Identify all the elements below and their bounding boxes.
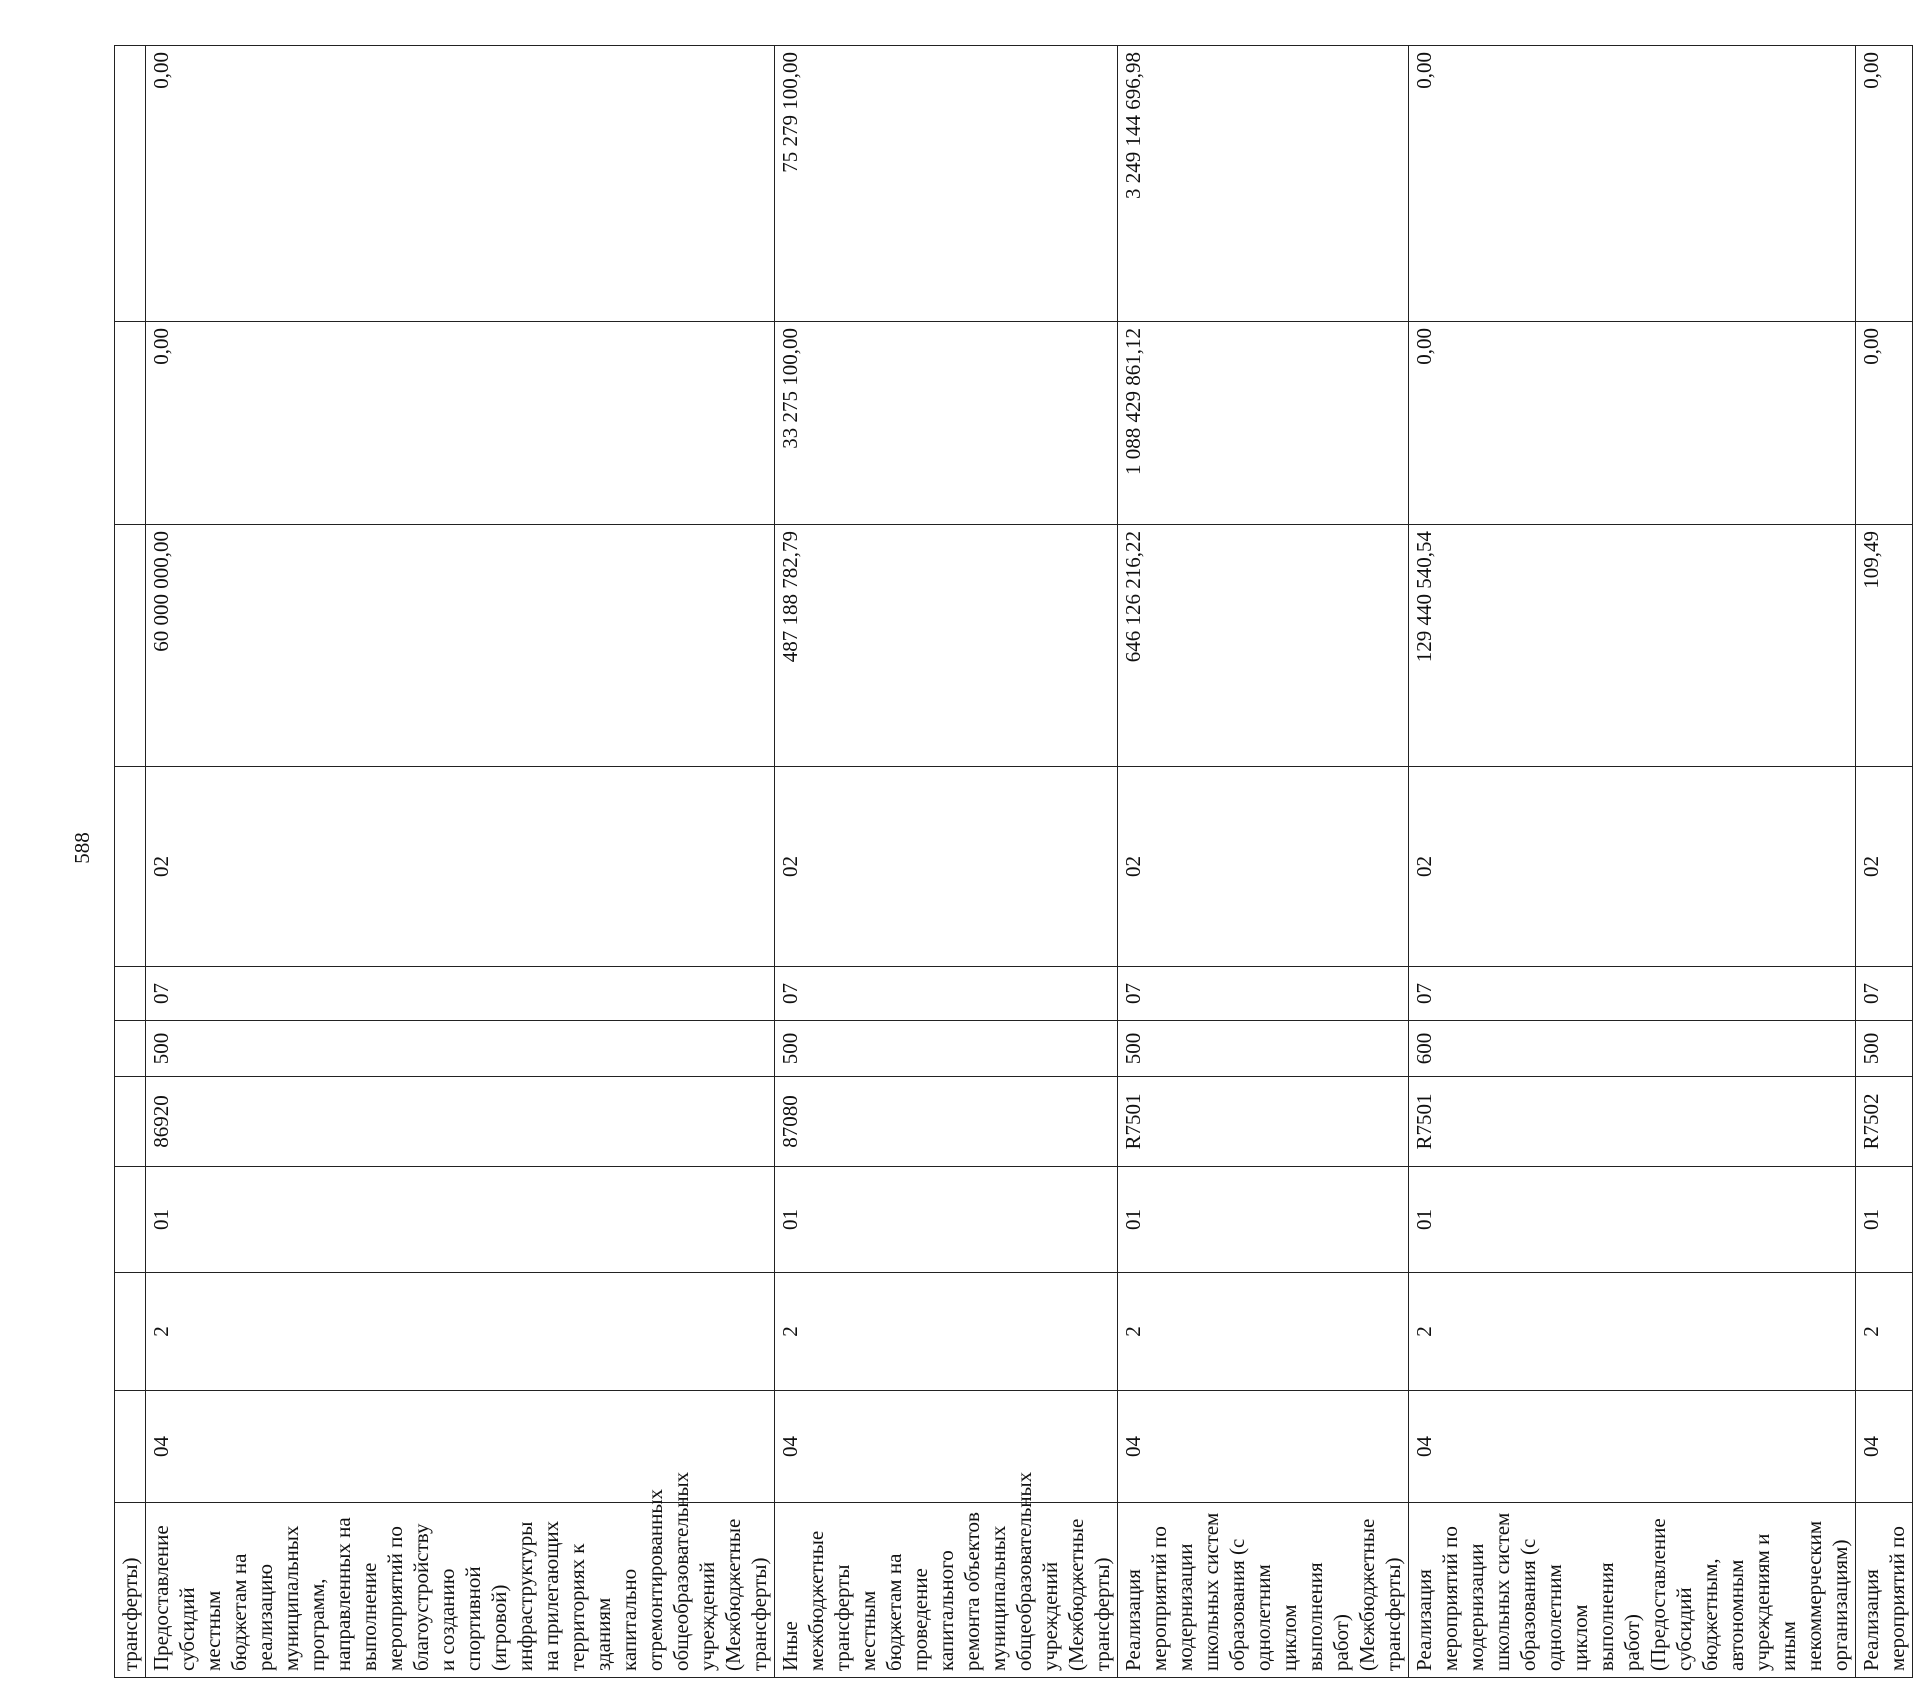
amount-cell: 3 249 144 696,98	[1118, 46, 1409, 322]
code-cell: 01	[1856, 1167, 1913, 1273]
code-cell: 01	[775, 1167, 1118, 1273]
table-cell	[115, 767, 146, 967]
table-row	[1118, 46, 1409, 1678]
code-cell: 07	[1409, 967, 1856, 1021]
amount-cell: 109,49	[1856, 525, 1913, 767]
table-row	[115, 46, 146, 1678]
table-cell	[115, 46, 146, 322]
row-description: Иные межбюджетные трансферты местным бюджетам на проведение капитального ремонта объектов муниципальных общеобразовательных учреждений (Межбюджетные трансферты)	[775, 1503, 1118, 1678]
code-cell: R7501	[1409, 1077, 1856, 1167]
code-cell: R7501	[1118, 1077, 1409, 1167]
code-cell: 500	[1118, 1021, 1409, 1077]
code-cell: 500	[146, 1021, 775, 1077]
budget-table	[114, 45, 1913, 1678]
code-cell: 07	[1856, 967, 1913, 1021]
amount-cell: 60 000 000,00	[146, 525, 775, 767]
table-row	[1409, 46, 1856, 1678]
amount-cell: 0,00	[1409, 46, 1856, 322]
amount-cell: 0,00	[146, 322, 775, 525]
code-cell: 02	[146, 767, 775, 967]
amount-cell: 33 275 100,00	[775, 322, 1118, 525]
table-row	[146, 46, 775, 1678]
table-cell	[115, 967, 146, 1021]
rotated-table-sheet	[114, 46, 1909, 1678]
code-cell: 04	[146, 1391, 775, 1503]
code-cell: 500	[1856, 1021, 1913, 1077]
code-cell: 02	[1409, 767, 1856, 967]
amount-cell: 0,00	[146, 46, 775, 322]
code-cell: 04	[1118, 1391, 1409, 1503]
amount-cell: 0,00	[1856, 46, 1913, 322]
code-cell: 2	[146, 1273, 775, 1391]
code-cell: 04	[775, 1391, 1118, 1503]
row-description: трансферты)	[115, 1503, 146, 1678]
amount-cell: 75 279 100,00	[775, 46, 1118, 322]
code-cell: 02	[775, 767, 1118, 967]
amount-cell: 487 188 782,79	[775, 525, 1118, 767]
row-description: Реализация мероприятий по	[1856, 1503, 1913, 1678]
code-cell: 2	[1118, 1273, 1409, 1391]
code-cell: 2	[1409, 1273, 1856, 1391]
amount-cell: 0,00	[1856, 322, 1913, 525]
code-cell: 2	[775, 1273, 1118, 1391]
code-cell: 04	[1409, 1391, 1856, 1503]
amount-cell: 1 088 429 861,12	[1118, 322, 1409, 525]
code-cell: 02	[1118, 767, 1409, 967]
code-cell: 87080	[775, 1077, 1118, 1167]
page-number: 588	[70, 832, 94, 864]
table-row	[1856, 46, 1913, 1678]
code-cell: 600	[1409, 1021, 1856, 1077]
code-cell: 01	[146, 1167, 775, 1273]
code-cell: 07	[1118, 967, 1409, 1021]
table-cell	[115, 322, 146, 525]
table-cell	[115, 1391, 146, 1503]
amount-cell: 646 126 216,22	[1118, 525, 1409, 767]
table-cell	[115, 525, 146, 767]
row-description: Реализация мероприятий по модернизации школьных систем образования (с однолетним циклом выполнения работ) (Межбюджетные трансферты)	[1118, 1503, 1409, 1678]
table-cell	[115, 1167, 146, 1273]
code-cell: 500	[775, 1021, 1118, 1077]
table-cell	[115, 1021, 146, 1077]
code-cell: R7502	[1856, 1077, 1913, 1167]
code-cell: 2	[1856, 1273, 1913, 1391]
code-cell: 02	[1856, 767, 1913, 967]
code-cell: 01	[1409, 1167, 1856, 1273]
code-cell: 01	[1118, 1167, 1409, 1273]
table-cell	[115, 1273, 146, 1391]
row-description: Предоставление субсидий местным бюджетам на реализацию муниципальных программ, направленных на выполнение мероприятий по благоустройству и созданию спортивной (игровой) инфраструктуры на прилегающих территориях к зданиям капитально отремонтированных общеобразовательных учреждений (Межбюджетные трансферты)	[146, 1503, 775, 1678]
amount-cell: 0,00	[1409, 322, 1856, 525]
table-cell	[115, 1077, 146, 1167]
row-description: Реализация мероприятий по модернизации школьных систем образования (с однолетним циклом выполнения работ) (Предоставление субсидий бюджетным, автономным учреждениям и иным некоммерческим организациям)	[1409, 1503, 1856, 1678]
table-row	[775, 46, 1118, 1678]
code-cell: 07	[775, 967, 1118, 1021]
code-cell: 86920	[146, 1077, 775, 1167]
code-cell: 04	[1856, 1391, 1913, 1503]
amount-cell: 129 440 540,54	[1409, 525, 1856, 767]
code-cell: 07	[146, 967, 775, 1021]
